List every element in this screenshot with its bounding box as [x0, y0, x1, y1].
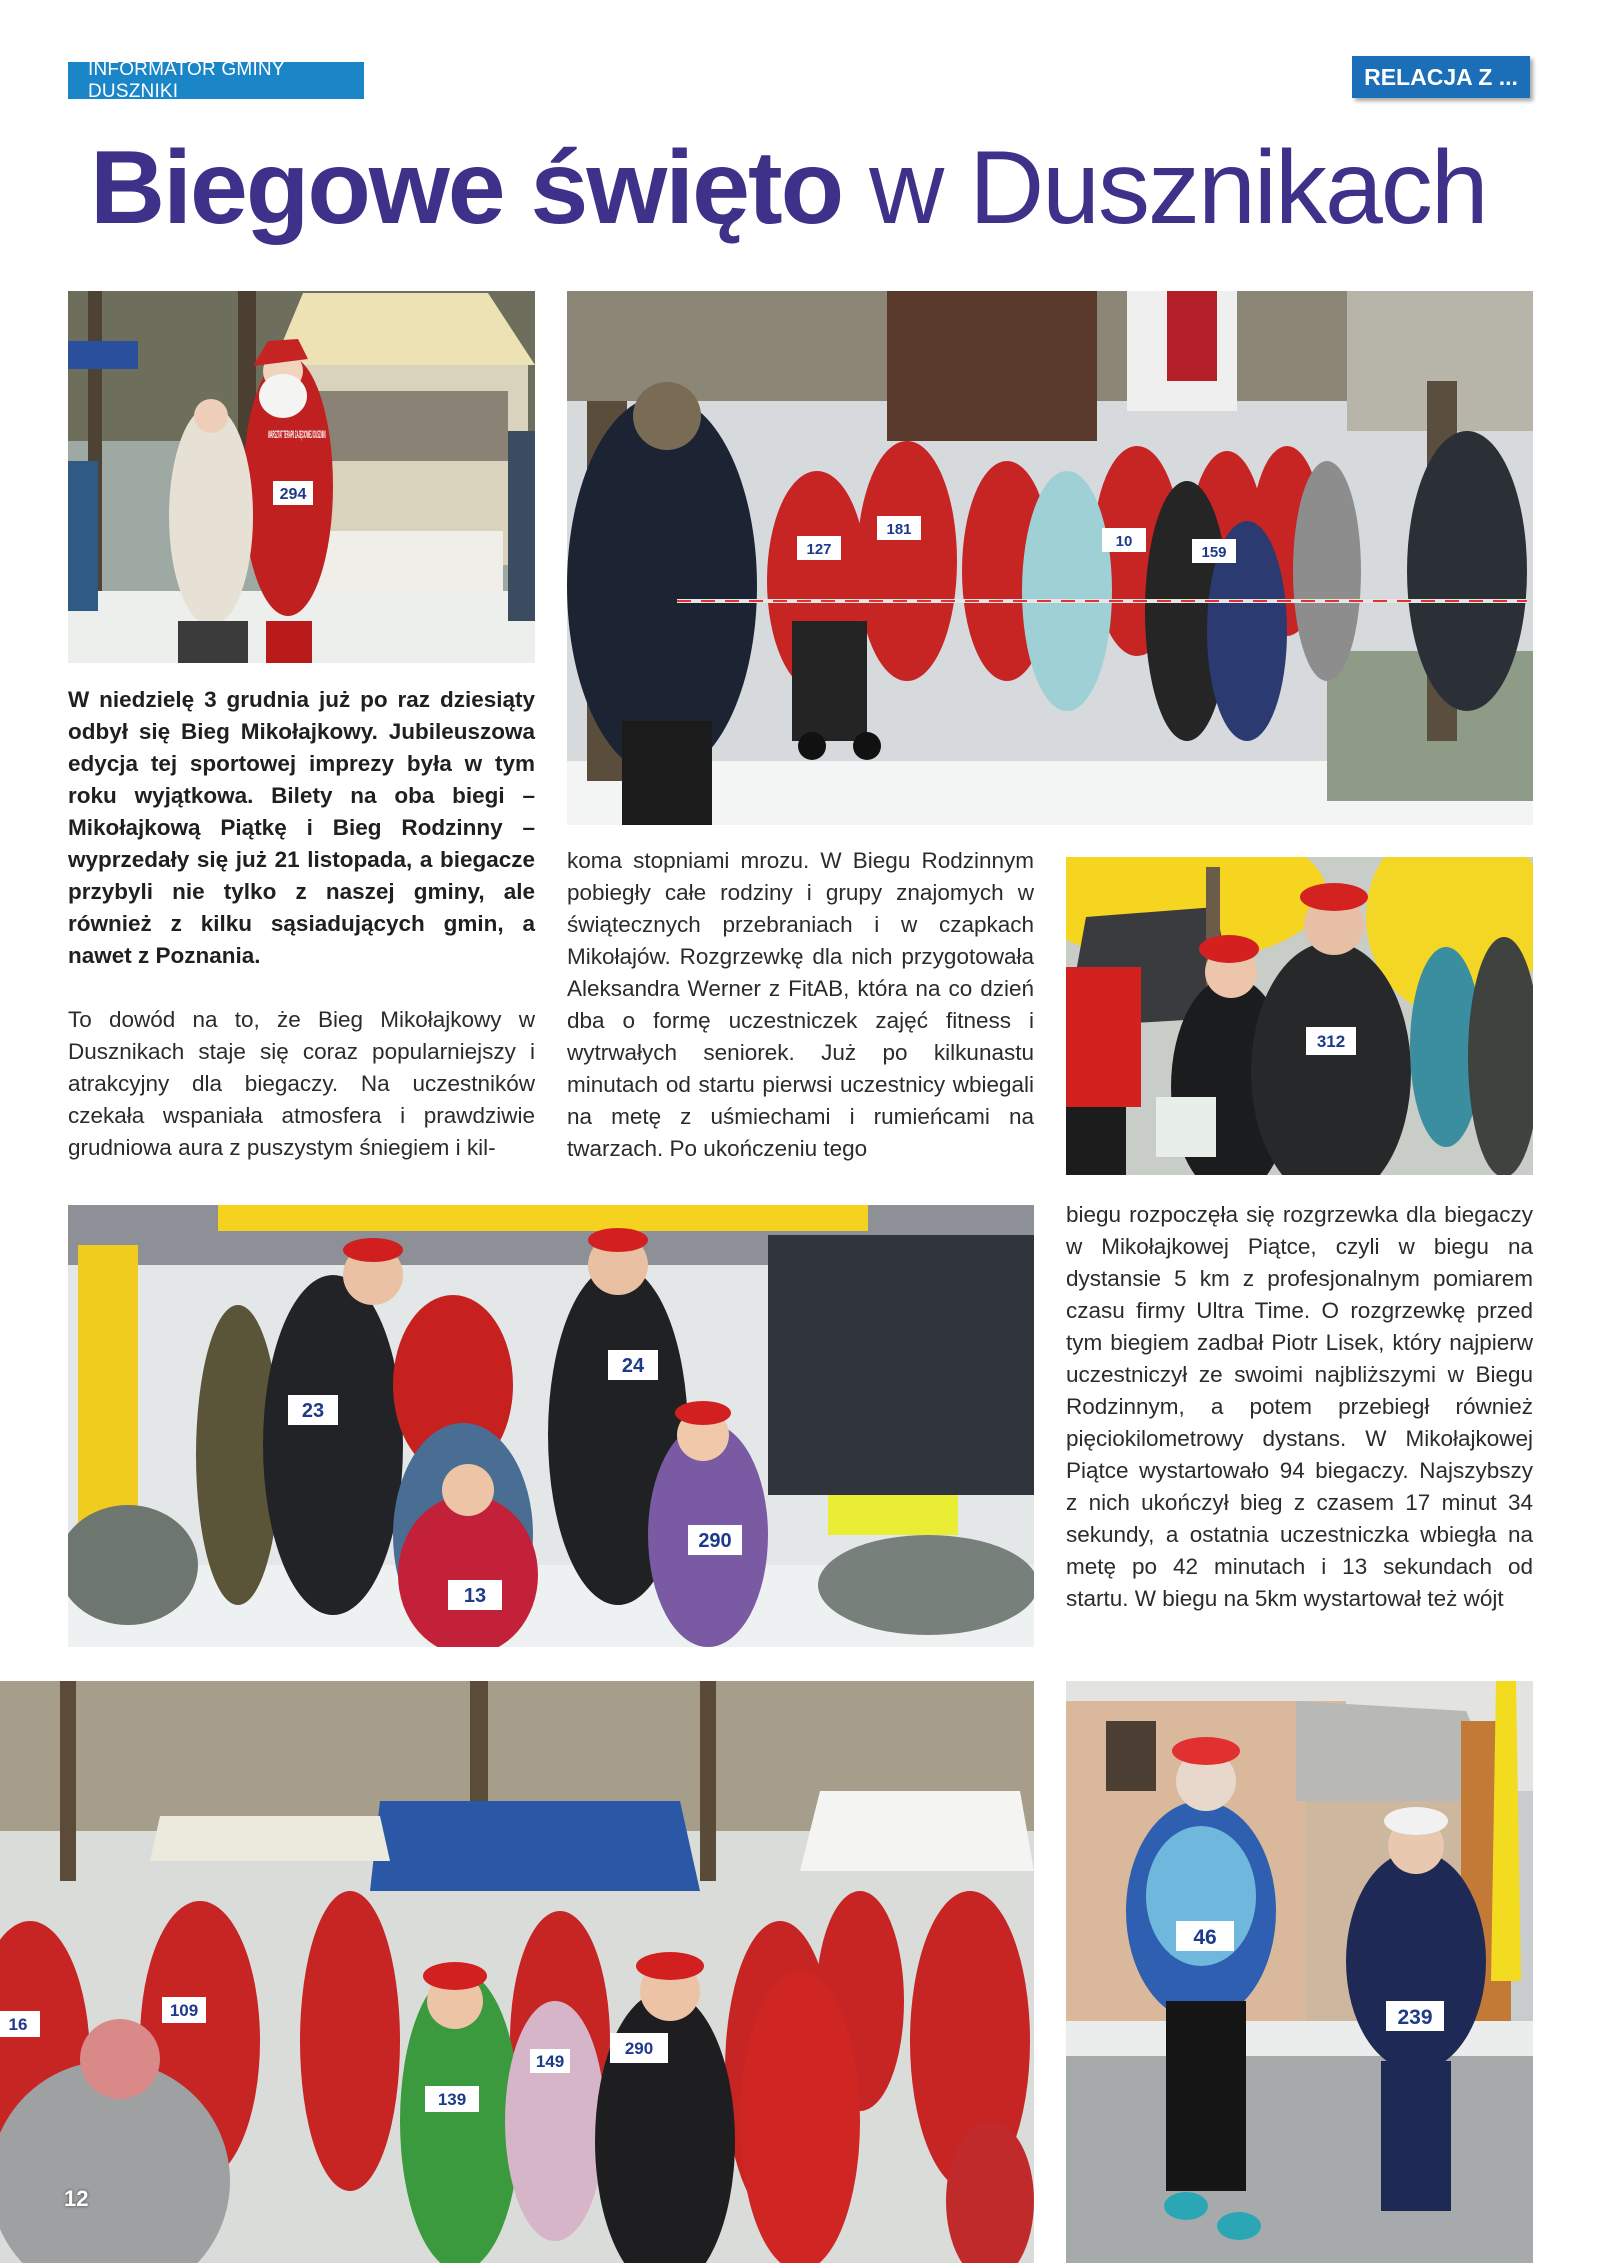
category-tag: RELACJA Z ... — [1352, 56, 1530, 98]
bib-number: 294 — [279, 486, 307, 503]
bib-number: 10 — [1115, 533, 1133, 550]
page-title — [90, 122, 1550, 254]
bib-number: 139 — [437, 2090, 467, 2109]
bib-number: 16 — [8, 2015, 28, 2034]
article-lead: W niedzielę 3 grudnia już po raz dziesiąty odbył się Bieg Mikołajkowy. Jubileuszowa edycja tej sportowej imprezy była w tym roku wyjątkowa. Bilety na oba biegi – Mikołajkową Piątkę i Bieg Rodzinny – wyprzedały się już 21 listopada, a biegacze przybyli nie tylko z naszej gminy, ale również z kilku sąsiadujących gmin, a nawet z Poznania. — [68, 687, 535, 968]
bib-number: 24 — [621, 1355, 645, 1377]
bib-number: 13 — [463, 1585, 487, 1607]
stall-sign-text: WARSZTAT TERAPII ZAJĘCIOWEJ DUSZNIKI — [268, 429, 326, 441]
section-tag: INFORMATOR GMINY DUSZNIKI — [68, 62, 364, 99]
photo-couple — [1066, 857, 1533, 1175]
bib-number: 290 — [698, 1530, 732, 1552]
photo-family-group — [68, 1205, 1034, 1647]
title-light: w Dusznikach — [869, 130, 1487, 246]
article-column-1 — [68, 684, 535, 1164]
photo-two-runners — [1066, 1681, 1533, 2263]
bib-number: 109 — [169, 2001, 199, 2020]
bib-number: 127 — [806, 541, 832, 558]
photo-santa-stall — [68, 291, 535, 663]
bib-number: 312 — [1316, 1032, 1346, 1051]
bib-number: 239 — [1397, 2006, 1433, 2029]
bib-number: 149 — [535, 2052, 565, 2071]
article-column-3 — [1066, 1199, 1533, 1659]
column-1-body: To dowód na to, że Bieg Mikołajkowy w Dusznikach staje się coraz popularniejszy i atrakcyjny dla biegaczy. Na uczestników czekała wspaniała atmosfera i prawdziwie grudniowa aura z puszystym śniegiem i kil- — [68, 1007, 535, 1160]
bib-number: 181 — [886, 521, 912, 538]
photo-start-line — [567, 291, 1533, 825]
bib-number: 23 — [301, 1400, 325, 1422]
page-number: 12 — [64, 2186, 89, 2211]
article-column-2 — [567, 845, 1034, 1175]
bib-number: 290 — [624, 2039, 654, 2058]
column-3-body: biegu rozpoczęła się rozgrzewka dla biegaczy w Mikołajkowej Piątce, czyli w biegu na dystansie 5 km z profesjonalnym pomiarem czasu firmy Ultra Time. O rozgrzewkę przed tym biegiem zadbał Piotr Lisek, który najpierw uczestniczył ze swoimi najbliższymi w Biegu Rodzinnym, a potem przebiegł również pięciokilometrowy dystans. W Mikołajkowej Piątce wystartowało 94 biegaczy. Najszybszy z nich ukończył bieg z czasem 17 minut 34 sekundy, a ostatnia uczestniczka wbiegła na metę po 42 minutach i 13 sekundach od startu. W biegu na 5km wystartował też wójt — [1066, 1202, 1533, 1611]
bib-number: 46 — [1193, 1926, 1217, 1949]
column-2-body: koma stopniami mrozu. W Biegu Rodzinnym pobiegły całe rodziny i grupy znajomych w świątecznych przebraniach i w czapkach Mikołajów. Rozgrzewkę dla nich przygotowała Aleksandra Werner z FitAB, która na co dzień dba o formę uczestniczek zajęć fitness i wytrwałych seniorek. Już po kilkunastu minutach od startu pierwsi uczestnicy wbiegali na metę z uśmiechami i rumieńcami na twarzach. Po ukończeniu tego — [567, 848, 1034, 1161]
bib-number: 159 — [1201, 544, 1227, 561]
photo-warmup-crowd — [0, 1681, 1034, 2263]
title-bold: Biegowe święto — [90, 130, 843, 246]
